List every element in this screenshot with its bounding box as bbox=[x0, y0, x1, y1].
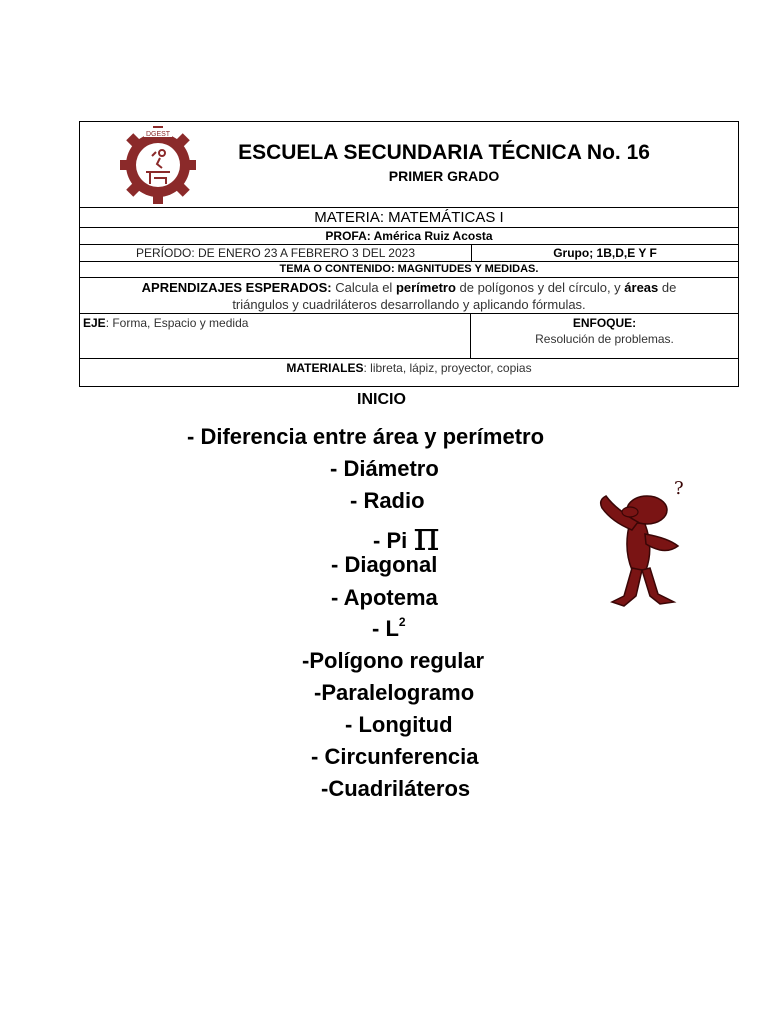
period-text: PERÍODO: DE ENERO 23 A FEBRERO 3 DEL 2023 bbox=[80, 245, 472, 261]
pi-symbol: π bbox=[413, 514, 440, 560]
list-item: -Paralelogramo bbox=[314, 680, 475, 705]
list-item: - Longitud bbox=[345, 712, 453, 737]
thinking-figure-illustration bbox=[590, 478, 700, 613]
learning-bold-perimetro: perímetro bbox=[395, 280, 456, 295]
list-item: - Diferencia entre área y perímetro bbox=[187, 424, 545, 449]
period-row bbox=[80, 244, 738, 261]
materia-row: MATERIA: MATEMÁTICAS I bbox=[80, 207, 738, 227]
axis-focus-row bbox=[80, 313, 738, 358]
learning-text-1: Calcula el bbox=[331, 280, 396, 295]
header-table bbox=[79, 121, 739, 387]
focus-label: ENFOQUE: bbox=[572, 316, 637, 330]
group-text: Grupo; 1B,D,E Y F bbox=[553, 246, 657, 260]
school-name: ESCUELA SECUNDARIA TÉCNICA No. 16 bbox=[238, 141, 650, 164]
materials-label: MATERIALES bbox=[286, 361, 364, 375]
teacher-row: PROFA: América Ruiz Acosta bbox=[80, 227, 738, 244]
question-mark: ? bbox=[674, 478, 684, 499]
pi-label: - Pi bbox=[373, 528, 414, 553]
grade-label: PRIMER GRADO bbox=[388, 168, 500, 184]
list-item: - Diámetro bbox=[330, 456, 439, 481]
learning-expected-row bbox=[80, 277, 738, 313]
list-item-l-squared bbox=[372, 616, 406, 642]
logo-text: DGEST bbox=[145, 131, 171, 138]
axis-cell bbox=[80, 314, 471, 358]
learning-bold-areas: áreas bbox=[624, 280, 659, 295]
materials-value: : libreta, lápiz, proyector, copias bbox=[363, 361, 532, 375]
list-item: -Polígono regular bbox=[302, 648, 485, 673]
list-item: - Radio bbox=[350, 488, 425, 513]
school-logo bbox=[110, 122, 206, 208]
header-title-row bbox=[80, 122, 738, 207]
list-item: - Diagonal bbox=[331, 552, 438, 577]
focus-value: Resolución de problemas. bbox=[535, 332, 674, 346]
list-item: - Circunferencia bbox=[311, 744, 479, 769]
axis-label: EJE bbox=[83, 316, 106, 330]
list-item: - Apotema bbox=[331, 585, 438, 610]
superscript-2: 2 bbox=[398, 614, 406, 629]
learning-label: APRENDIZAJES ESPERADOS: bbox=[141, 280, 332, 295]
l-label: - L bbox=[372, 616, 399, 641]
section-heading-inicio: INICIO bbox=[357, 391, 406, 408]
axis-value: : Forma, Espacio y medida bbox=[105, 316, 249, 330]
list-item: -Cuadriláteros bbox=[321, 776, 471, 801]
learning-text-line2: triángulos y cuadriláteros desarrollando y aplicando fórmulas. bbox=[232, 297, 586, 312]
materials-row bbox=[80, 358, 738, 386]
learning-text-2: de polígonos y del círculo, y bbox=[455, 280, 625, 295]
learning-text-3: de bbox=[658, 280, 677, 295]
focus-cell bbox=[471, 314, 738, 358]
topic-row: TEMA O CONTENIDO: MAGNITUDES Y MEDIDAS. bbox=[80, 261, 738, 277]
